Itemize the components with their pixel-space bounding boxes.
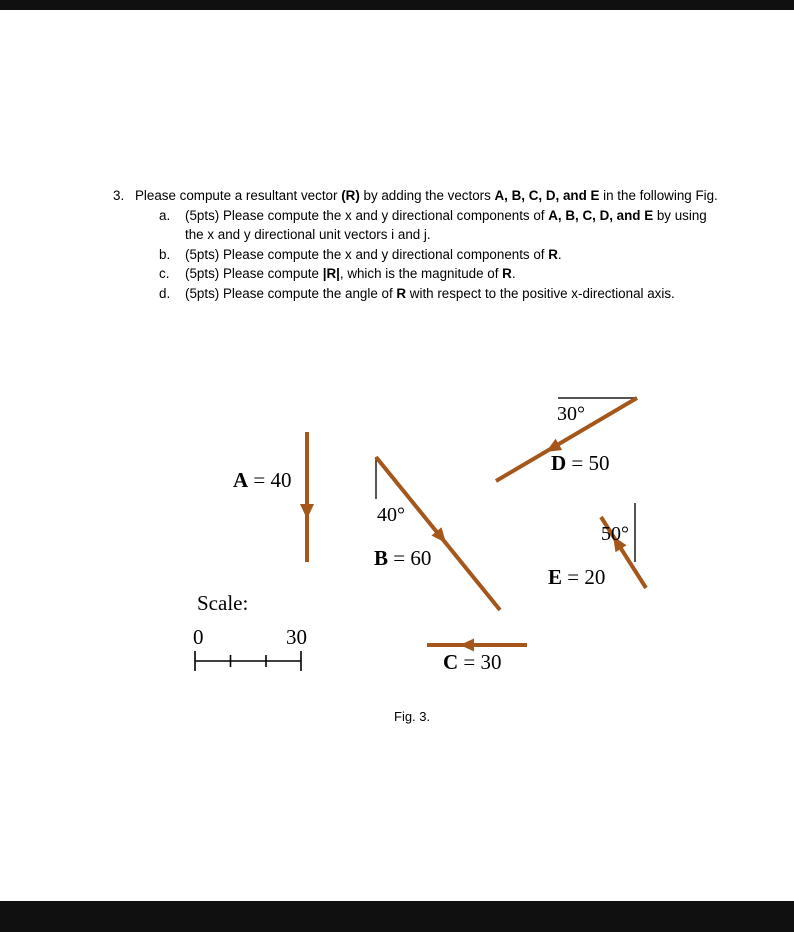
scale-max-label: 30: [286, 625, 307, 649]
item-b-text: (5pts) Please compute the x and y directional components of R.: [185, 246, 562, 262]
vector-d-value: = 50: [566, 451, 610, 475]
vector-a-label: [233, 470, 292, 491]
angle-e-label: 50°: [601, 523, 629, 545]
angle-b-label: 40°: [377, 504, 405, 526]
vector-b-label: [374, 548, 431, 569]
scale-min-label: 0: [193, 625, 204, 649]
item-c-text: (5pts) Please compute |R|, which is the magnitude of R.: [185, 266, 516, 282]
angle-d-label: 30°: [557, 403, 585, 425]
vector-e-value: = 20: [562, 565, 606, 589]
figure-caption: Fig. 3.: [394, 709, 431, 724]
problem-intro: Please compute a resultant vector (R) by adding the vectors A, B, C, D, and E in the following Fig.: [135, 188, 718, 203]
vector-d-label: [551, 453, 610, 474]
vector-e-letter: E: [548, 565, 563, 589]
vector-d-letter: D: [551, 451, 567, 475]
item-c-letter: c.: [159, 266, 170, 282]
problem-number: 3.: [113, 188, 125, 203]
item-a-letter: a.: [159, 207, 171, 223]
scale-title: Scale:: [197, 591, 249, 615]
vector-c-value: = 30: [458, 650, 502, 674]
item-d-letter: d.: [159, 285, 171, 301]
vector-a-letter: A: [233, 468, 249, 492]
vector-c-label: [443, 652, 502, 673]
vector-b-value: = 60: [388, 546, 432, 570]
vector-e-label: [548, 567, 605, 588]
item-d-text: (5pts) Please compute the angle of R with respect to the positive x-directional axis.: [185, 285, 675, 301]
vector-a-arrowhead: [300, 504, 314, 519]
item-b-letter: b.: [159, 246, 171, 262]
vector-a-value: = 40: [248, 468, 292, 492]
bottom-black-bar: [0, 901, 794, 932]
item-a-text: (5pts) Please compute the x and y directional components of A, B, C, D, and E by using the x and y directional unit vectors i and j.: [185, 207, 707, 243]
vector-b-letter: B: [374, 546, 389, 570]
vector-c-letter: C: [443, 650, 459, 674]
